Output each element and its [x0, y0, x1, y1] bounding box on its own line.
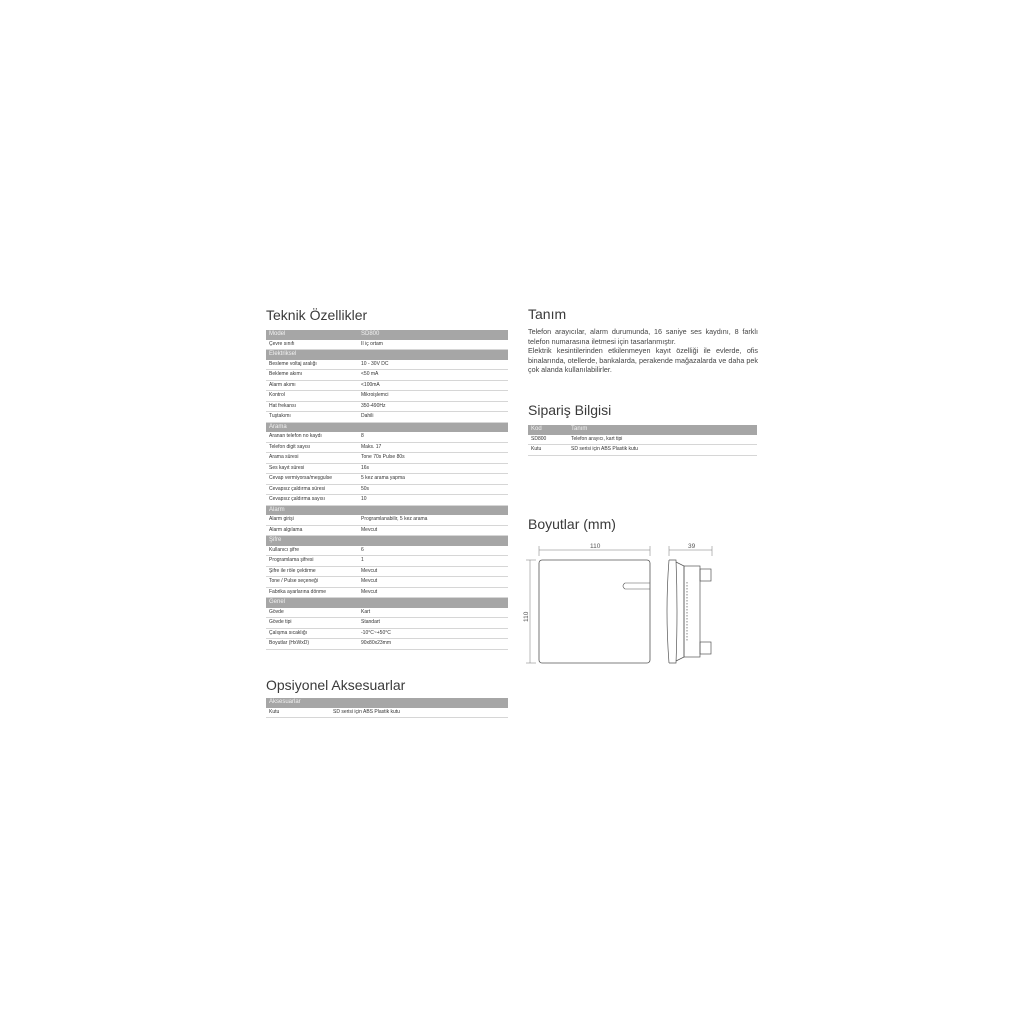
- row-value: <50 mA: [358, 370, 508, 381]
- row-value: SD serisi için ABS Plastik kutu: [568, 445, 757, 456]
- row-value: 1: [358, 556, 508, 567]
- row-label: Çalışma sıcaklığı: [266, 628, 358, 639]
- row-label: Genel: [266, 598, 358, 608]
- row-label: Kullanıcı şifre: [266, 546, 358, 556]
- table-row: [266, 401, 508, 412]
- table-row: [266, 453, 508, 464]
- row-value: 10: [358, 495, 508, 506]
- optional-accessories-table: [266, 698, 508, 718]
- row-label: Şifre ile röle çektirme: [266, 566, 358, 577]
- optional-accessories-title: Opsiyonel Aksesuarlar: [266, 677, 406, 693]
- row-label: Hat frekansı: [266, 401, 358, 412]
- row-label: Cevapsız çaldırma sayısı: [266, 495, 358, 506]
- row-value: 16s: [358, 463, 508, 474]
- description-paragraph: Elektrik kesintilerinden etkilenmeyen kayıt özelliği ile evlerde, ofis binalarında, otellerde, bankalarda, perakende mağazalarda ve daha pek çok alanda kullanılabilirler.: [528, 346, 758, 375]
- table-row: [266, 474, 508, 485]
- order-info-table: [528, 425, 757, 456]
- description-text: [528, 327, 758, 375]
- row-label: Fabrika ayarlarına dönme: [266, 587, 358, 598]
- row-value: Mikroişlemci: [358, 391, 508, 402]
- row-value: [358, 598, 508, 608]
- row-label: Tone / Pulse seçeneği: [266, 577, 358, 588]
- row-label: Arama süresi: [266, 453, 358, 464]
- row-value: Tanım: [568, 425, 757, 435]
- row-value: Telefon arayıcı, kart tipi: [568, 435, 757, 445]
- table-row: [528, 445, 757, 456]
- description-title: Tanım: [528, 306, 567, 322]
- front-view-slot: [623, 583, 650, 589]
- row-label: Elektriksel: [266, 350, 358, 360]
- row-value: [358, 536, 508, 546]
- table-row: [266, 380, 508, 391]
- row-value: 90x80x23mm: [358, 639, 508, 650]
- table-row: [266, 556, 508, 567]
- table-section-header: [266, 350, 508, 360]
- table-row: [266, 639, 508, 650]
- row-label: Alarm: [266, 505, 358, 515]
- table-row: [266, 608, 508, 618]
- row-label: Şifre: [266, 536, 358, 546]
- row-value: [358, 422, 508, 432]
- table-row: [266, 463, 508, 474]
- row-value: [358, 505, 508, 515]
- dimensions-title: Boyutlar (mm): [528, 516, 616, 532]
- row-label: Gövde: [266, 608, 358, 618]
- side-view-body: [667, 560, 711, 663]
- row-value: Standart: [358, 618, 508, 629]
- height-label: 110: [523, 611, 530, 622]
- table-row: [266, 577, 508, 588]
- table-section-header: [266, 536, 508, 546]
- front-view-body: [539, 560, 650, 663]
- table-row: [266, 546, 508, 556]
- row-value: Dahili: [358, 412, 508, 423]
- row-label: SD800: [528, 435, 568, 445]
- dimension-drawing: [512, 538, 722, 670]
- row-label: Besleme voltaj aralığı: [266, 360, 358, 370]
- row-value: [330, 698, 508, 708]
- row-value: Mevcut: [358, 577, 508, 588]
- width-label: 110: [590, 543, 601, 550]
- row-value: Mevcut: [358, 587, 508, 598]
- table-section-header: [266, 330, 508, 340]
- table-row: [266, 340, 508, 350]
- table-row: [266, 495, 508, 506]
- row-label: Boyutlar (HxWxD): [266, 639, 358, 650]
- row-value: 10 - 30V DC: [358, 360, 508, 370]
- table-section-header: [266, 598, 508, 608]
- row-label: Ses kayıt süresi: [266, 463, 358, 474]
- table-row: [266, 628, 508, 639]
- description-paragraph: Telefon arayıcılar, alarm durumunda, 16 saniye ses kaydını, 8 farklı telefon numarasına iletmesi için tasarlanmıştır.: [528, 327, 758, 346]
- row-label: Telefon digit sayısı: [266, 442, 358, 453]
- table-row: [266, 515, 508, 525]
- row-label: Kutu: [266, 708, 330, 718]
- table-row: [266, 484, 508, 495]
- row-label: Kutu: [528, 445, 568, 456]
- spec-title: Teknik Özellikler: [266, 307, 368, 323]
- table-row: [528, 435, 757, 445]
- row-value: -10°C~+50°C: [358, 628, 508, 639]
- row-label: Arama: [266, 422, 358, 432]
- row-value: SD serisi için ABS Plastik kutu: [330, 708, 508, 718]
- row-label: Cevap vermiyorsa/meşgulse: [266, 474, 358, 485]
- table-row: [266, 370, 508, 381]
- row-value: Kart: [358, 608, 508, 618]
- row-value: Mevcut: [358, 566, 508, 577]
- table-section-header: [266, 422, 508, 432]
- row-value: <100mA: [358, 380, 508, 391]
- depth-label: 39: [688, 543, 696, 550]
- table-row: [266, 708, 508, 718]
- row-label: Cevapsız çaldırma süresi: [266, 484, 358, 495]
- row-label: Programlama şifresi: [266, 556, 358, 567]
- table-row: [266, 566, 508, 577]
- row-value: Tone 70s Pulse 80s: [358, 453, 508, 464]
- row-value: [358, 350, 508, 360]
- table-row: [266, 360, 508, 370]
- row-value: II iç ortam: [358, 340, 508, 350]
- table-row: [266, 587, 508, 598]
- table-row: [266, 442, 508, 453]
- row-label: Tuştakımı: [266, 412, 358, 423]
- row-value: SD800: [358, 330, 508, 340]
- row-label: Kod: [528, 425, 568, 435]
- row-label: Gövde tipi: [266, 618, 358, 629]
- row-label: Aksesuarlar: [266, 698, 330, 708]
- row-label: Çevre sınıfı: [266, 340, 358, 350]
- table-row: [266, 391, 508, 402]
- row-value: 50s: [358, 484, 508, 495]
- row-label: Bekleme akımı: [266, 370, 358, 381]
- table-section-header: [528, 425, 757, 435]
- row-value: 5 kez arama yapma: [358, 474, 508, 485]
- table-section-header: [266, 505, 508, 515]
- row-value: 350-490Hz: [358, 401, 508, 412]
- row-label: Alarm algılama: [266, 525, 358, 536]
- row-value: 6: [358, 546, 508, 556]
- table-row: [266, 525, 508, 536]
- height-dimension: [526, 560, 536, 663]
- row-value: Maks. 17: [358, 442, 508, 453]
- row-label: Model: [266, 330, 358, 340]
- table-section-header: [266, 698, 508, 708]
- table-row: [266, 412, 508, 423]
- row-label: Alarm girişi: [266, 515, 358, 525]
- row-label: Alarm akımı: [266, 380, 358, 391]
- table-row: [266, 618, 508, 629]
- table-row: [266, 432, 508, 442]
- order-info-title: Sipariş Bilgisi: [528, 402, 612, 418]
- row-value: 8: [358, 432, 508, 442]
- row-label: Kontrol: [266, 391, 358, 402]
- row-value: Programlanabilir, 5 kez arama: [358, 515, 508, 525]
- row-label: Aranan telefon no kaydı: [266, 432, 358, 442]
- spec-table: [266, 330, 508, 650]
- row-value: Mevcut: [358, 525, 508, 536]
